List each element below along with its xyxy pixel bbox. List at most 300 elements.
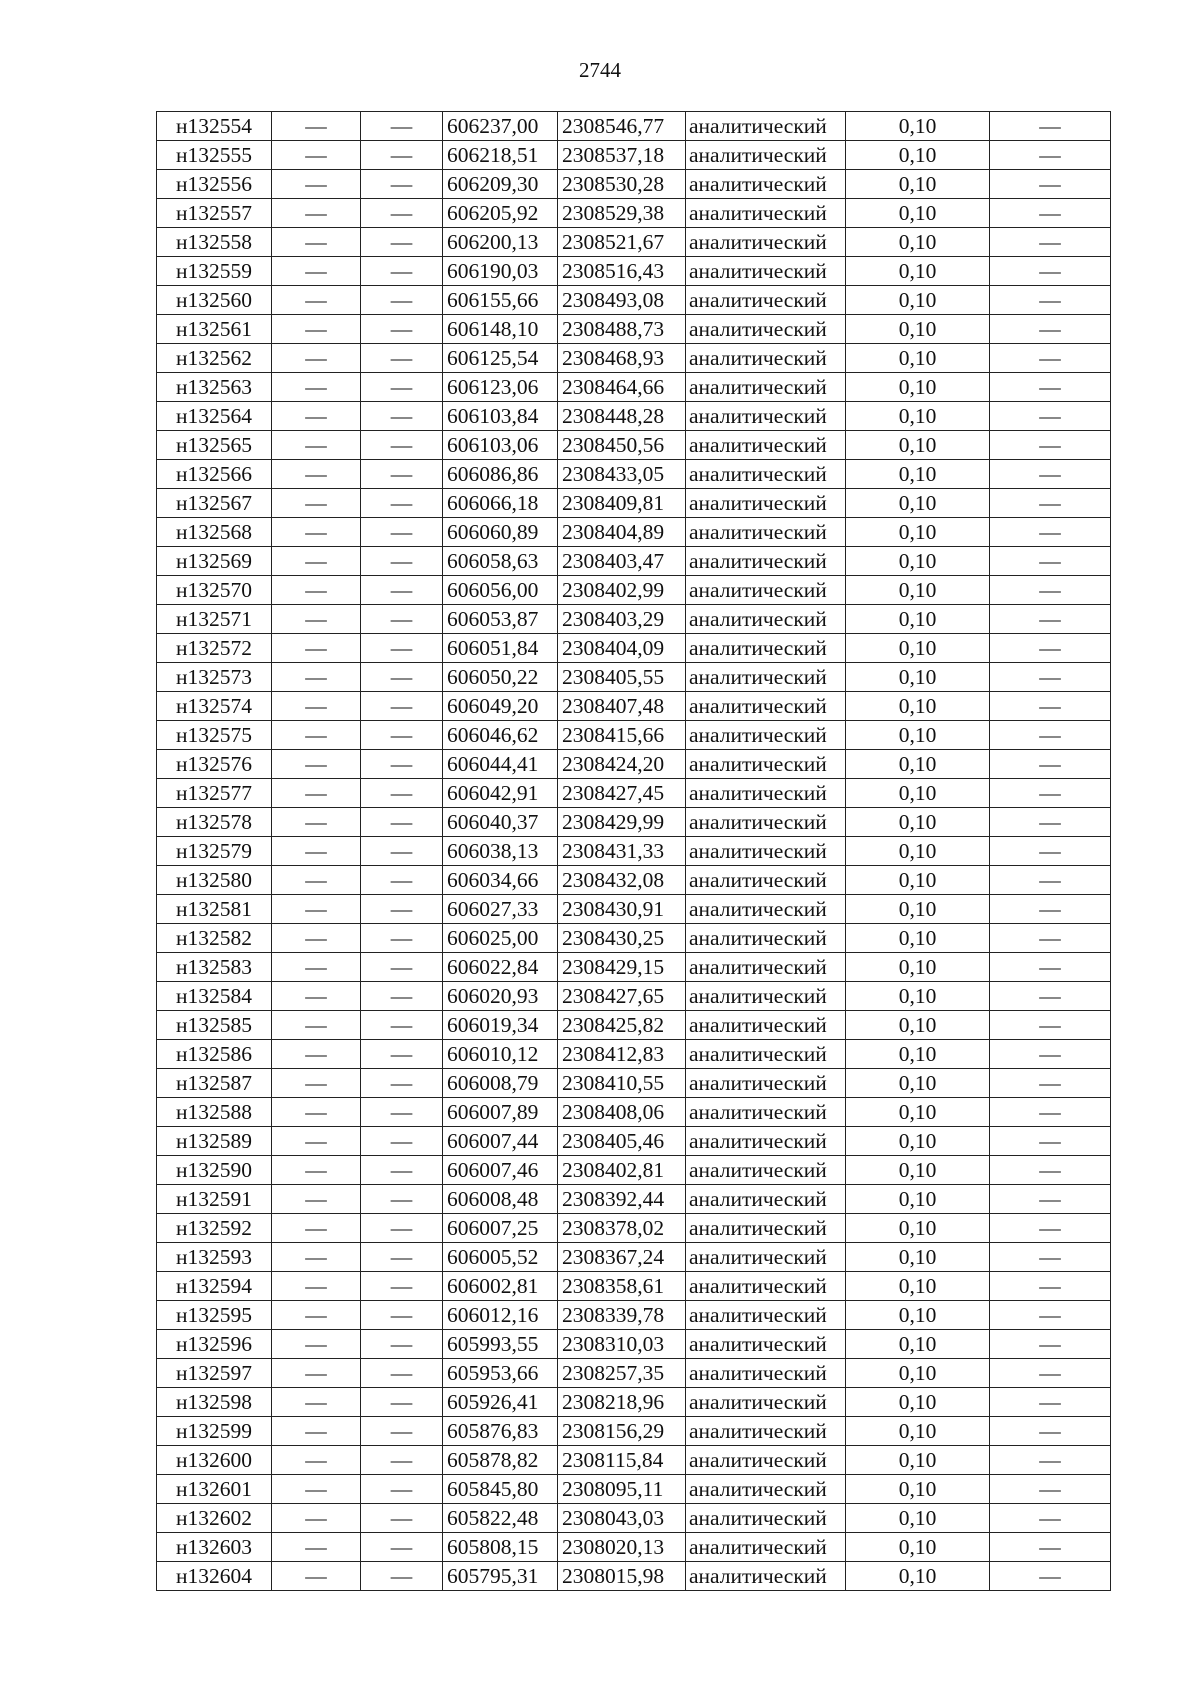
method-cell: аналитический bbox=[686, 721, 846, 750]
column-3-cell: — bbox=[361, 779, 443, 808]
column-2-cell: — bbox=[272, 1388, 361, 1417]
x-coordinate-cell: 606200,13 bbox=[443, 228, 558, 257]
table-row bbox=[157, 1243, 1111, 1272]
method-cell: аналитический bbox=[686, 953, 846, 982]
precision-cell: 0,10 bbox=[846, 866, 990, 895]
column-2-cell: — bbox=[272, 982, 361, 1011]
column-2-cell: — bbox=[272, 1156, 361, 1185]
method-cell: аналитический bbox=[686, 1069, 846, 1098]
column-2-cell: — bbox=[272, 170, 361, 199]
column-3-cell: — bbox=[361, 547, 443, 576]
column-3-cell: — bbox=[361, 924, 443, 953]
y-coordinate-cell: 2308403,47 bbox=[558, 547, 686, 576]
point-id-cell: н132562 bbox=[157, 344, 272, 373]
column-8-cell: — bbox=[990, 431, 1111, 460]
column-3-cell: — bbox=[361, 1330, 443, 1359]
method-cell: аналитический bbox=[686, 141, 846, 170]
precision-cell: 0,10 bbox=[846, 315, 990, 344]
x-coordinate-cell: 606060,89 bbox=[443, 518, 558, 547]
precision-cell: 0,10 bbox=[846, 1185, 990, 1214]
column-2-cell: — bbox=[272, 402, 361, 431]
point-id-cell: н132600 bbox=[157, 1446, 272, 1475]
method-cell: аналитический bbox=[686, 518, 846, 547]
precision-cell: 0,10 bbox=[846, 431, 990, 460]
precision-cell: 0,10 bbox=[846, 634, 990, 663]
point-id-cell: н132571 bbox=[157, 605, 272, 634]
method-cell: аналитический bbox=[686, 170, 846, 199]
x-coordinate-cell: 606007,25 bbox=[443, 1214, 558, 1243]
column-2-cell: — bbox=[272, 721, 361, 750]
table-row bbox=[157, 1127, 1111, 1156]
point-id-cell: н132565 bbox=[157, 431, 272, 460]
table-row bbox=[157, 1417, 1111, 1446]
column-3-cell: — bbox=[361, 431, 443, 460]
column-8-cell: — bbox=[990, 257, 1111, 286]
column-2-cell: — bbox=[272, 431, 361, 460]
column-3-cell: — bbox=[361, 518, 443, 547]
precision-cell: 0,10 bbox=[846, 953, 990, 982]
column-2-cell: — bbox=[272, 779, 361, 808]
x-coordinate-cell: 606040,37 bbox=[443, 808, 558, 837]
y-coordinate-cell: 2308402,99 bbox=[558, 576, 686, 605]
precision-cell: 0,10 bbox=[846, 402, 990, 431]
precision-cell: 0,10 bbox=[846, 547, 990, 576]
column-3-cell: — bbox=[361, 1533, 443, 1562]
column-2-cell: — bbox=[272, 1504, 361, 1533]
method-cell: аналитический bbox=[686, 228, 846, 257]
column-8-cell: — bbox=[990, 1272, 1111, 1301]
column-3-cell: — bbox=[361, 1504, 443, 1533]
x-coordinate-cell: 606042,91 bbox=[443, 779, 558, 808]
column-8-cell: — bbox=[990, 1069, 1111, 1098]
column-2-cell: — bbox=[272, 953, 361, 982]
method-cell: аналитический bbox=[686, 1330, 846, 1359]
column-8-cell: — bbox=[990, 692, 1111, 721]
table-row bbox=[157, 1359, 1111, 1388]
x-coordinate-cell: 606049,20 bbox=[443, 692, 558, 721]
y-coordinate-cell: 2308218,96 bbox=[558, 1388, 686, 1417]
column-2-cell: — bbox=[272, 692, 361, 721]
column-8-cell: — bbox=[990, 1533, 1111, 1562]
y-coordinate-cell: 2308424,20 bbox=[558, 750, 686, 779]
column-8-cell: — bbox=[990, 1417, 1111, 1446]
x-coordinate-cell: 606237,00 bbox=[443, 112, 558, 141]
column-3-cell: — bbox=[361, 402, 443, 431]
precision-cell: 0,10 bbox=[846, 750, 990, 779]
point-id-cell: н132573 bbox=[157, 663, 272, 692]
table-row bbox=[157, 460, 1111, 489]
x-coordinate-cell: 606056,00 bbox=[443, 576, 558, 605]
method-cell: аналитический bbox=[686, 924, 846, 953]
precision-cell: 0,10 bbox=[846, 1272, 990, 1301]
x-coordinate-cell: 606103,06 bbox=[443, 431, 558, 460]
column-8-cell: — bbox=[990, 1098, 1111, 1127]
column-3-cell: — bbox=[361, 1011, 443, 1040]
point-id-cell: н132592 bbox=[157, 1214, 272, 1243]
y-coordinate-cell: 2308546,77 bbox=[558, 112, 686, 141]
x-coordinate-cell: 606010,12 bbox=[443, 1040, 558, 1069]
precision-cell: 0,10 bbox=[846, 721, 990, 750]
point-id-cell: н132583 bbox=[157, 953, 272, 982]
column-3-cell: — bbox=[361, 1127, 443, 1156]
method-cell: аналитический bbox=[686, 1040, 846, 1069]
y-coordinate-cell: 2308392,44 bbox=[558, 1185, 686, 1214]
column-2-cell: — bbox=[272, 1475, 361, 1504]
table-row bbox=[157, 402, 1111, 431]
table-row bbox=[157, 866, 1111, 895]
table-row bbox=[157, 605, 1111, 634]
column-3-cell: — bbox=[361, 750, 443, 779]
column-8-cell: — bbox=[990, 1214, 1111, 1243]
x-coordinate-cell: 606086,86 bbox=[443, 460, 558, 489]
method-cell: аналитический bbox=[686, 1388, 846, 1417]
y-coordinate-cell: 2308433,05 bbox=[558, 460, 686, 489]
x-coordinate-cell: 606050,22 bbox=[443, 663, 558, 692]
y-coordinate-cell: 2308529,38 bbox=[558, 199, 686, 228]
column-2-cell: — bbox=[272, 460, 361, 489]
point-id-cell: н132578 bbox=[157, 808, 272, 837]
column-2-cell: — bbox=[272, 663, 361, 692]
precision-cell: 0,10 bbox=[846, 373, 990, 402]
table-row bbox=[157, 1156, 1111, 1185]
y-coordinate-cell: 2308404,09 bbox=[558, 634, 686, 663]
column-3-cell: — bbox=[361, 257, 443, 286]
table-row bbox=[157, 576, 1111, 605]
column-2-cell: — bbox=[272, 1272, 361, 1301]
table-row bbox=[157, 721, 1111, 750]
table-row bbox=[157, 1388, 1111, 1417]
point-id-cell: н132563 bbox=[157, 373, 272, 402]
point-id-cell: н132587 bbox=[157, 1069, 272, 1098]
column-3-cell: — bbox=[361, 286, 443, 315]
y-coordinate-cell: 2308448,28 bbox=[558, 402, 686, 431]
column-2-cell: — bbox=[272, 286, 361, 315]
precision-cell: 0,10 bbox=[846, 199, 990, 228]
column-8-cell: — bbox=[990, 141, 1111, 170]
column-2-cell: — bbox=[272, 605, 361, 634]
y-coordinate-cell: 2308095,11 bbox=[558, 1475, 686, 1504]
column-8-cell: — bbox=[990, 808, 1111, 837]
column-8-cell: — bbox=[990, 489, 1111, 518]
table-row bbox=[157, 982, 1111, 1011]
table-row bbox=[157, 431, 1111, 460]
precision-cell: 0,10 bbox=[846, 1011, 990, 1040]
column-8-cell: — bbox=[990, 1475, 1111, 1504]
precision-cell: 0,10 bbox=[846, 1330, 990, 1359]
precision-cell: 0,10 bbox=[846, 1243, 990, 1272]
column-8-cell: — bbox=[990, 924, 1111, 953]
table-row bbox=[157, 895, 1111, 924]
column-3-cell: — bbox=[361, 199, 443, 228]
y-coordinate-cell: 2308403,29 bbox=[558, 605, 686, 634]
point-id-cell: н132595 bbox=[157, 1301, 272, 1330]
column-3-cell: — bbox=[361, 1446, 443, 1475]
x-coordinate-cell: 606034,66 bbox=[443, 866, 558, 895]
x-coordinate-cell: 606103,84 bbox=[443, 402, 558, 431]
table-row bbox=[157, 1272, 1111, 1301]
table-row bbox=[157, 489, 1111, 518]
column-3-cell: — bbox=[361, 373, 443, 402]
y-coordinate-cell: 2308530,28 bbox=[558, 170, 686, 199]
method-cell: аналитический bbox=[686, 1098, 846, 1127]
point-id-cell: н132594 bbox=[157, 1272, 272, 1301]
column-3-cell: — bbox=[361, 112, 443, 141]
x-coordinate-cell: 606046,62 bbox=[443, 721, 558, 750]
y-coordinate-cell: 2308405,46 bbox=[558, 1127, 686, 1156]
column-2-cell: — bbox=[272, 344, 361, 373]
method-cell: аналитический bbox=[686, 982, 846, 1011]
column-2-cell: — bbox=[272, 1359, 361, 1388]
y-coordinate-cell: 2308339,78 bbox=[558, 1301, 686, 1330]
table-row bbox=[157, 518, 1111, 547]
point-id-cell: н132555 bbox=[157, 141, 272, 170]
precision-cell: 0,10 bbox=[846, 286, 990, 315]
method-cell: аналитический bbox=[686, 199, 846, 228]
x-coordinate-cell: 606020,93 bbox=[443, 982, 558, 1011]
point-id-cell: н132582 bbox=[157, 924, 272, 953]
table-row bbox=[157, 344, 1111, 373]
x-coordinate-cell: 606022,84 bbox=[443, 953, 558, 982]
precision-cell: 0,10 bbox=[846, 779, 990, 808]
column-2-cell: — bbox=[272, 1011, 361, 1040]
point-id-cell: н132558 bbox=[157, 228, 272, 257]
x-coordinate-cell: 605795,31 bbox=[443, 1562, 558, 1591]
y-coordinate-cell: 2308407,48 bbox=[558, 692, 686, 721]
y-coordinate-cell: 2308015,98 bbox=[558, 1562, 686, 1591]
x-coordinate-cell: 606123,06 bbox=[443, 373, 558, 402]
column-3-cell: — bbox=[361, 837, 443, 866]
column-8-cell: — bbox=[990, 982, 1111, 1011]
column-2-cell: — bbox=[272, 1185, 361, 1214]
column-8-cell: — bbox=[990, 1330, 1111, 1359]
method-cell: аналитический bbox=[686, 779, 846, 808]
column-2-cell: — bbox=[272, 141, 361, 170]
column-8-cell: — bbox=[990, 779, 1111, 808]
x-coordinate-cell: 605808,15 bbox=[443, 1533, 558, 1562]
method-cell: аналитический bbox=[686, 1359, 846, 1388]
point-id-cell: н132597 bbox=[157, 1359, 272, 1388]
x-coordinate-cell: 606148,10 bbox=[443, 315, 558, 344]
column-3-cell: — bbox=[361, 1069, 443, 1098]
x-coordinate-cell: 606053,87 bbox=[443, 605, 558, 634]
column-2-cell: — bbox=[272, 1098, 361, 1127]
column-8-cell: — bbox=[990, 837, 1111, 866]
point-id-cell: н132591 bbox=[157, 1185, 272, 1214]
x-coordinate-cell: 606125,54 bbox=[443, 344, 558, 373]
table-row bbox=[157, 112, 1111, 141]
column-2-cell: — bbox=[272, 866, 361, 895]
precision-cell: 0,10 bbox=[846, 1359, 990, 1388]
method-cell: аналитический bbox=[686, 460, 846, 489]
column-2-cell: — bbox=[272, 1446, 361, 1475]
precision-cell: 0,10 bbox=[846, 982, 990, 1011]
column-2-cell: — bbox=[272, 924, 361, 953]
method-cell: аналитический bbox=[686, 286, 846, 315]
point-id-cell: н132567 bbox=[157, 489, 272, 518]
x-coordinate-cell: 605878,82 bbox=[443, 1446, 558, 1475]
method-cell: аналитический bbox=[686, 112, 846, 141]
column-2-cell: — bbox=[272, 1417, 361, 1446]
method-cell: аналитический bbox=[686, 576, 846, 605]
y-coordinate-cell: 2308412,83 bbox=[558, 1040, 686, 1069]
column-3-cell: — bbox=[361, 895, 443, 924]
column-2-cell: — bbox=[272, 837, 361, 866]
y-coordinate-cell: 2308427,65 bbox=[558, 982, 686, 1011]
column-3-cell: — bbox=[361, 808, 443, 837]
x-coordinate-cell: 606190,03 bbox=[443, 257, 558, 286]
column-8-cell: — bbox=[990, 1185, 1111, 1214]
column-8-cell: — bbox=[990, 1243, 1111, 1272]
point-id-cell: н132586 bbox=[157, 1040, 272, 1069]
method-cell: аналитический bbox=[686, 692, 846, 721]
table-row bbox=[157, 1562, 1111, 1591]
column-8-cell: — bbox=[990, 199, 1111, 228]
table-row bbox=[157, 1504, 1111, 1533]
column-2-cell: — bbox=[272, 1533, 361, 1562]
x-coordinate-cell: 606066,18 bbox=[443, 489, 558, 518]
column-8-cell: — bbox=[990, 1156, 1111, 1185]
point-id-cell: н132554 bbox=[157, 112, 272, 141]
point-id-cell: н132599 bbox=[157, 1417, 272, 1446]
column-8-cell: — bbox=[990, 170, 1111, 199]
point-id-cell: н132574 bbox=[157, 692, 272, 721]
x-coordinate-cell: 606044,41 bbox=[443, 750, 558, 779]
column-2-cell: — bbox=[272, 895, 361, 924]
method-cell: аналитический bbox=[686, 431, 846, 460]
method-cell: аналитический bbox=[686, 489, 846, 518]
column-3-cell: — bbox=[361, 721, 443, 750]
point-id-cell: н132561 bbox=[157, 315, 272, 344]
x-coordinate-cell: 605876,83 bbox=[443, 1417, 558, 1446]
column-8-cell: — bbox=[990, 1127, 1111, 1156]
column-3-cell: — bbox=[361, 1040, 443, 1069]
table-row bbox=[157, 257, 1111, 286]
point-id-cell: н132576 bbox=[157, 750, 272, 779]
column-3-cell: — bbox=[361, 692, 443, 721]
precision-cell: 0,10 bbox=[846, 170, 990, 199]
table-row bbox=[157, 953, 1111, 982]
column-8-cell: — bbox=[990, 1388, 1111, 1417]
column-2-cell: — bbox=[272, 750, 361, 779]
precision-cell: 0,10 bbox=[846, 808, 990, 837]
precision-cell: 0,10 bbox=[846, 1156, 990, 1185]
table-row bbox=[157, 1475, 1111, 1504]
point-id-cell: н132602 bbox=[157, 1504, 272, 1533]
x-coordinate-cell: 606019,34 bbox=[443, 1011, 558, 1040]
column-8-cell: — bbox=[990, 286, 1111, 315]
column-2-cell: — bbox=[272, 1301, 361, 1330]
table-row bbox=[157, 779, 1111, 808]
method-cell: аналитический bbox=[686, 1156, 846, 1185]
precision-cell: 0,10 bbox=[846, 1533, 990, 1562]
method-cell: аналитический bbox=[686, 547, 846, 576]
point-id-cell: н132590 bbox=[157, 1156, 272, 1185]
y-coordinate-cell: 2308020,13 bbox=[558, 1533, 686, 1562]
y-coordinate-cell: 2308358,61 bbox=[558, 1272, 686, 1301]
y-coordinate-cell: 2308516,43 bbox=[558, 257, 686, 286]
column-2-cell: — bbox=[272, 576, 361, 605]
method-cell: аналитический bbox=[686, 315, 846, 344]
point-id-cell: н132560 bbox=[157, 286, 272, 315]
column-8-cell: — bbox=[990, 373, 1111, 402]
x-coordinate-cell: 606007,44 bbox=[443, 1127, 558, 1156]
point-id-cell: н132598 bbox=[157, 1388, 272, 1417]
precision-cell: 0,10 bbox=[846, 1562, 990, 1591]
column-3-cell: — bbox=[361, 228, 443, 257]
column-3-cell: — bbox=[361, 344, 443, 373]
point-id-cell: н132603 bbox=[157, 1533, 272, 1562]
point-id-cell: н132569 bbox=[157, 547, 272, 576]
precision-cell: 0,10 bbox=[846, 344, 990, 373]
page-number: 2744 bbox=[579, 58, 621, 82]
table-row bbox=[157, 1098, 1111, 1127]
column-2-cell: — bbox=[272, 199, 361, 228]
y-coordinate-cell: 2308402,81 bbox=[558, 1156, 686, 1185]
table-row bbox=[157, 170, 1111, 199]
column-8-cell: — bbox=[990, 895, 1111, 924]
y-coordinate-cell: 2308450,56 bbox=[558, 431, 686, 460]
point-id-cell: н132584 bbox=[157, 982, 272, 1011]
column-3-cell: — bbox=[361, 1272, 443, 1301]
precision-cell: 0,10 bbox=[846, 1475, 990, 1504]
precision-cell: 0,10 bbox=[846, 1446, 990, 1475]
table-row bbox=[157, 1330, 1111, 1359]
coordinates-table bbox=[156, 111, 1111, 1591]
y-coordinate-cell: 2308430,25 bbox=[558, 924, 686, 953]
column-8-cell: — bbox=[990, 866, 1111, 895]
point-id-cell: н132604 bbox=[157, 1562, 272, 1591]
column-8-cell: — bbox=[990, 1446, 1111, 1475]
point-id-cell: н132568 bbox=[157, 518, 272, 547]
column-8-cell: — bbox=[990, 605, 1111, 634]
column-8-cell: — bbox=[990, 228, 1111, 257]
column-2-cell: — bbox=[272, 1127, 361, 1156]
table-row bbox=[157, 1533, 1111, 1562]
y-coordinate-cell: 2308431,33 bbox=[558, 837, 686, 866]
y-coordinate-cell: 2308043,03 bbox=[558, 1504, 686, 1533]
precision-cell: 0,10 bbox=[846, 837, 990, 866]
method-cell: аналитический bbox=[686, 808, 846, 837]
precision-cell: 0,10 bbox=[846, 228, 990, 257]
column-8-cell: — bbox=[990, 547, 1111, 576]
column-2-cell: — bbox=[272, 373, 361, 402]
column-3-cell: — bbox=[361, 1475, 443, 1504]
precision-cell: 0,10 bbox=[846, 605, 990, 634]
column-8-cell: — bbox=[990, 1301, 1111, 1330]
precision-cell: 0,10 bbox=[846, 692, 990, 721]
column-8-cell: — bbox=[990, 518, 1111, 547]
y-coordinate-cell: 2308415,66 bbox=[558, 721, 686, 750]
y-coordinate-cell: 2308404,89 bbox=[558, 518, 686, 547]
table-row bbox=[157, 1011, 1111, 1040]
y-coordinate-cell: 2308493,08 bbox=[558, 286, 686, 315]
method-cell: аналитический bbox=[686, 605, 846, 634]
table-row bbox=[157, 315, 1111, 344]
point-id-cell: н132588 bbox=[157, 1098, 272, 1127]
method-cell: аналитический bbox=[686, 1301, 846, 1330]
precision-cell: 0,10 bbox=[846, 924, 990, 953]
x-coordinate-cell: 606051,84 bbox=[443, 634, 558, 663]
x-coordinate-cell: 606025,00 bbox=[443, 924, 558, 953]
column-2-cell: — bbox=[272, 257, 361, 286]
column-8-cell: — bbox=[990, 344, 1111, 373]
precision-cell: 0,10 bbox=[846, 1301, 990, 1330]
table-row bbox=[157, 924, 1111, 953]
column-8-cell: — bbox=[990, 402, 1111, 431]
column-3-cell: — bbox=[361, 170, 443, 199]
y-coordinate-cell: 2308367,24 bbox=[558, 1243, 686, 1272]
x-coordinate-cell: 606155,66 bbox=[443, 286, 558, 315]
